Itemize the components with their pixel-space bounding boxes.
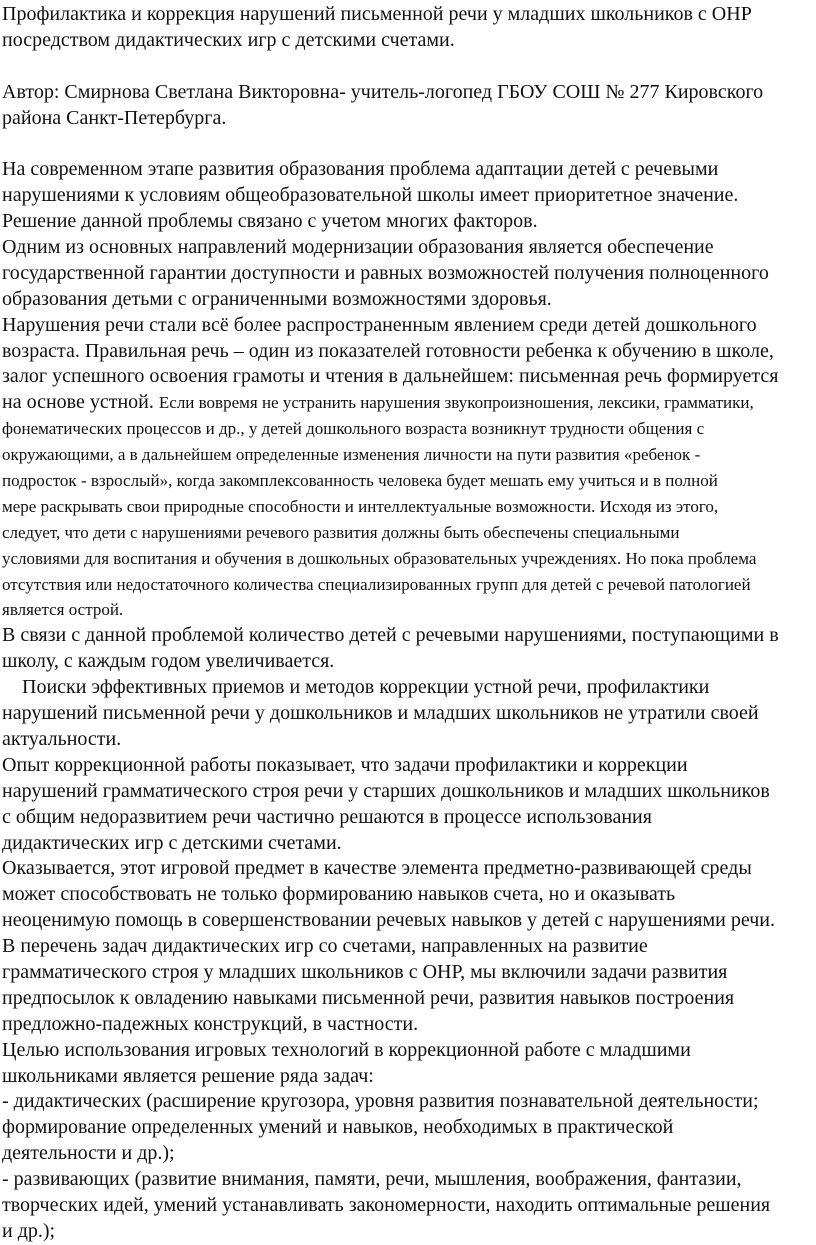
author-line-2: района Санкт-Петербурга. — [2, 106, 227, 129]
small-text-line: условиями для воспитания и обучения в дошкольных образовательных учреждениях. Но пока проблема — [2, 548, 757, 568]
body-line: нарушений письменной речи у дошкольников и младших школьников не утратили своей — [2, 702, 759, 725]
body-line: Решение данной проблемы связано с учетом многих факторов. — [2, 210, 538, 233]
body-line: возраста. Правильная речь – один из показателей готовности ребенка к обучению в школе, — [2, 339, 774, 362]
body-line: неоценимую помощь в совершенствовании речевых навыков у детей с нарушениями речи. — [2, 909, 776, 932]
body-line: Опыт коррекционной работы показывает, что задачи профилактики и коррекции — [2, 753, 688, 776]
body-line: дидактических игр с детскими счетами. — [2, 831, 342, 854]
body-line: залог успешного освоения грамоты и чтения в дальнейшем: письменная речь формируется — [2, 365, 779, 388]
author-line-1: Автор: Смирнова Светлана Викторовна- учитель-логопед ГБОУ СОШ № 277 Кировского — [2, 80, 764, 103]
blank-line — [2, 54, 810, 80]
small-text-line: фонематических процессов и др., у детей дошкольного возраста возникнут трудности общения с — [2, 419, 705, 439]
list-item-line: и др.); — [2, 1219, 56, 1242]
small-text-line: подросток - взрослый», когда закомплексованность человека будет мешать ему учиться и в полной — [2, 471, 718, 491]
blank-line — [2, 131, 810, 157]
body-line: предпосылок к овладению навыками письменной речи, развития навыков построения — [2, 986, 735, 1009]
body-line: В связи с данной проблемой количество детей с речевыми нарушениями, поступающими в — [2, 624, 779, 647]
body-line: грамматического строя у младших школьников с ОНР, мы включили задачи развития — [2, 960, 728, 983]
list-item-line: - дидактических (расширение кругозора, уровня развития познавательной деятельности; — [2, 1090, 759, 1113]
list-item-line: формирование определенных умений и навыков, необходимых в практической — [2, 1116, 674, 1139]
body-line: школу, с каждым годом увеличивается. — [2, 650, 335, 673]
list-item-line: деятельности и др.); — [2, 1142, 175, 1165]
list-item-line: - развивающих (развитие внимания, памяти, речи, мышления, воображения, фантазии, — [2, 1168, 742, 1191]
mixed-size-line — [2, 390, 810, 416]
body-line: нарушениями к условиям общеобразовательной школы имеет приоритетное значение. — [2, 184, 739, 207]
body-line: Нарушения речи стали всё более распространенным явлением среди детей дошкольного — [2, 313, 757, 336]
small-text-line: отсутствия или недостаточного количества специализированных групп для детей с речевой патологией — [2, 574, 751, 594]
body-line: Оказывается, этот игровой предмет в качестве элемента предметно-развивающей среды — [2, 857, 752, 880]
body-line: образования детьми с ограниченными возможностями здоровья. — [2, 287, 552, 310]
body-line: предложно-падежных конструкций, в частности. — [2, 1012, 419, 1035]
small-text-line: окружающими, а в дальнейшем определенные изменения личности на пути развития «ребенок - — [2, 445, 701, 465]
body-line: На современном этапе развития образования проблема адаптации детей с речевыми — [2, 158, 719, 181]
body-line: школьниками является решение ряда задач: — [2, 1064, 374, 1087]
body-line: нарушений грамматического строя речи у старших дошкольников и младших школьников — [2, 779, 770, 802]
body-line: В перечень задач дидактических игр со счетами, направленных на развитие — [2, 935, 648, 958]
body-line: актуальности. — [2, 727, 122, 750]
small-text-line: следует, что дети с нарушениями речевого развития должны быть обеспечены специальными — [2, 522, 680, 542]
document-title-line-2: посредством дидактических игр с детскими счетами. — [2, 28, 455, 51]
body-line: государственной гарантии доступности и равных возможностей получения полноценного — [2, 261, 769, 284]
mixed-line-large-text: на основе устной. — [2, 391, 159, 414]
body-line: Целью использования игровых технологий в коррекционной работе с младшими — [2, 1038, 691, 1061]
body-line: может способствовать не только формированию навыков счета, но и оказывать — [2, 883, 676, 906]
mixed-line-small-text: Если вовремя не устранить нарушения звукопроизношения, лексики, грамматики, — [158, 393, 754, 413]
small-text-line: является острой. — [2, 600, 124, 620]
list-item-line: творческих идей, умений устанавливать закономерности, находить оптимальные решения — [2, 1193, 771, 1216]
body-line: с общим недоразвитием речи частично решаются в процессе использования — [2, 805, 652, 828]
small-text-line: мере раскрывать свои природные способности и интеллектуальные возможности. Исходя из этого, — [2, 496, 719, 516]
body-line: Одним из основных направлений модернизации образования является обеспечение — [2, 236, 714, 259]
indented-paragraph-line: Поиски эффективных приемов и методов коррекции устной речи, профилактики — [22, 676, 710, 699]
document-title-line-1: Профилактика и коррекция нарушений письменной речи у младших школьников с ОНР — [2, 3, 752, 25]
